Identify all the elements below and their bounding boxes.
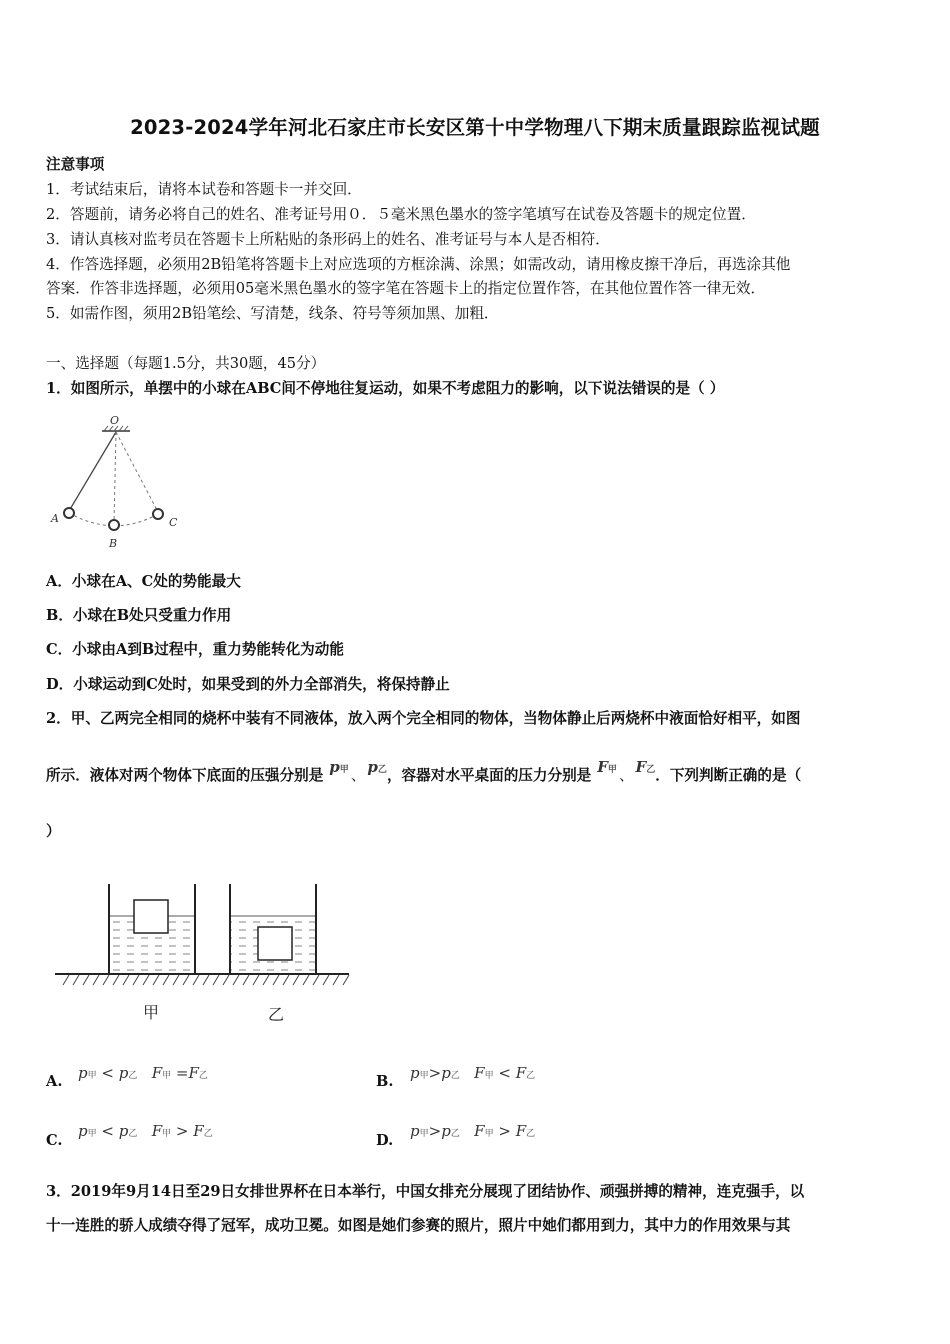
beakers-figure — [55, 878, 355, 1028]
q1-option-c[interactable]: C．小球由A到B过程中，重力势能转化为动能 — [46, 641, 344, 658]
notice-item: 3．请认真核对监考员在答题卡上所粘贴的条形码上的姓名、准考证号与本人是否相符． — [46, 231, 610, 248]
notice-item: 1．考试结束后，请将本试卷和答题卡一并交回． — [46, 181, 362, 198]
label-o: O — [110, 414, 120, 427]
label-b: B — [109, 537, 118, 550]
q1-option-d[interactable]: D．小球运动到C处时，如果受到的外力全部消失，将保持静止 — [46, 676, 450, 693]
question-2-stem-line3: ） — [46, 823, 61, 840]
notice-item: 2．答题前，请务必将自己的姓名、准考证号用０．５毫米黑色墨水的签字笔填写在试卷及答题卡的规定位置． — [46, 206, 756, 223]
notice-item: 答案．作答非选择题，必须用05毫米黑色墨水的签字笔在答题卡上的指定位置作答，在其他位置作答一律无效． — [46, 280, 766, 297]
question-2-stem-line2: 所示．液体对两个物体下底面的压强分别是 p甲 、 p乙 ，容器对水平桌面的压力分别是 F甲 、 F乙 ．下列判断正确的是（ — [46, 758, 802, 784]
label-yi: 乙 — [268, 1005, 285, 1024]
p-jia-symbol: p甲 — [329, 758, 349, 776]
f-yi-symbol: F乙 — [635, 758, 656, 776]
question-3-line1: 3．2019年9月14日至29日女排世界杯在日本举行，中国女排充分展现了团结协作、顽强拼搏的精神，连克强手，以 — [46, 1183, 805, 1200]
label-c: C — [169, 516, 178, 529]
question-3-line2: 十一连胜的骄人成绩夺得了冠军，成功卫冕。如图是她们参赛的照片，照片中她们都用到力，其中力的作用效果与其 — [46, 1217, 791, 1234]
question-2-stem-line1: 2．甲、乙两完全相同的烧杯中装有不同液体，放入两个完全相同的物体，当物体静止后两烧杯中液面恰好相平，如图 — [46, 710, 801, 727]
q2-option-d[interactable]: D. p甲>p乙 F甲 > F乙 — [376, 1122, 536, 1149]
notice-item: 4．作答选择题，必须用2B铅笔将答题卡上对应选项的方框涂满、涂黑；如需改动，请用橡皮擦干净后，再选涂其他 — [46, 256, 791, 273]
label-a: A — [51, 512, 59, 525]
p-yi-symbol: p乙 — [367, 758, 387, 776]
question-1-stem: 1．如图所示，单摆中的小球在ABC间不停地往复运动，如果不考虑阻力的影响，以下说法错误的是（ ） — [46, 380, 725, 397]
notice-heading: 注意事项 — [46, 156, 105, 173]
notice-item: 5．如需作图，须用2B铅笔绘、写清楚，线条、符号等须加黑、加粗． — [46, 305, 499, 322]
section-heading: 一、选择题（每题1.5分，共30题，45分） — [46, 355, 326, 372]
q2-option-a[interactable]: A. p甲 < p乙 F甲 =F乙 — [46, 1064, 208, 1090]
stem-text: ．下列判断正确的是（ — [655, 767, 802, 784]
stem-text: ，容器对水平桌面的压力分别是 — [386, 767, 592, 784]
label-jia: 甲 — [143, 1003, 160, 1022]
stem-text: 所示．液体对两个物体下底面的压强分别是 — [46, 767, 324, 784]
q2-option-c[interactable]: C. p甲 < p乙 F甲 > F乙 — [46, 1122, 213, 1149]
f-jia-symbol: F甲 — [597, 758, 617, 776]
q1-option-a[interactable]: A．小球在A、C处的势能最大 — [46, 573, 241, 590]
q2-option-b[interactable]: B. p甲>p乙 F甲 < F乙 — [376, 1064, 536, 1090]
pendulum-figure — [46, 410, 196, 550]
q1-option-b[interactable]: B．小球在B处只受重力作用 — [46, 607, 232, 624]
page-title: 2023-2024学年河北石家庄市长安区第十中学物理八下期末质量跟踪监视试题 — [130, 116, 820, 139]
